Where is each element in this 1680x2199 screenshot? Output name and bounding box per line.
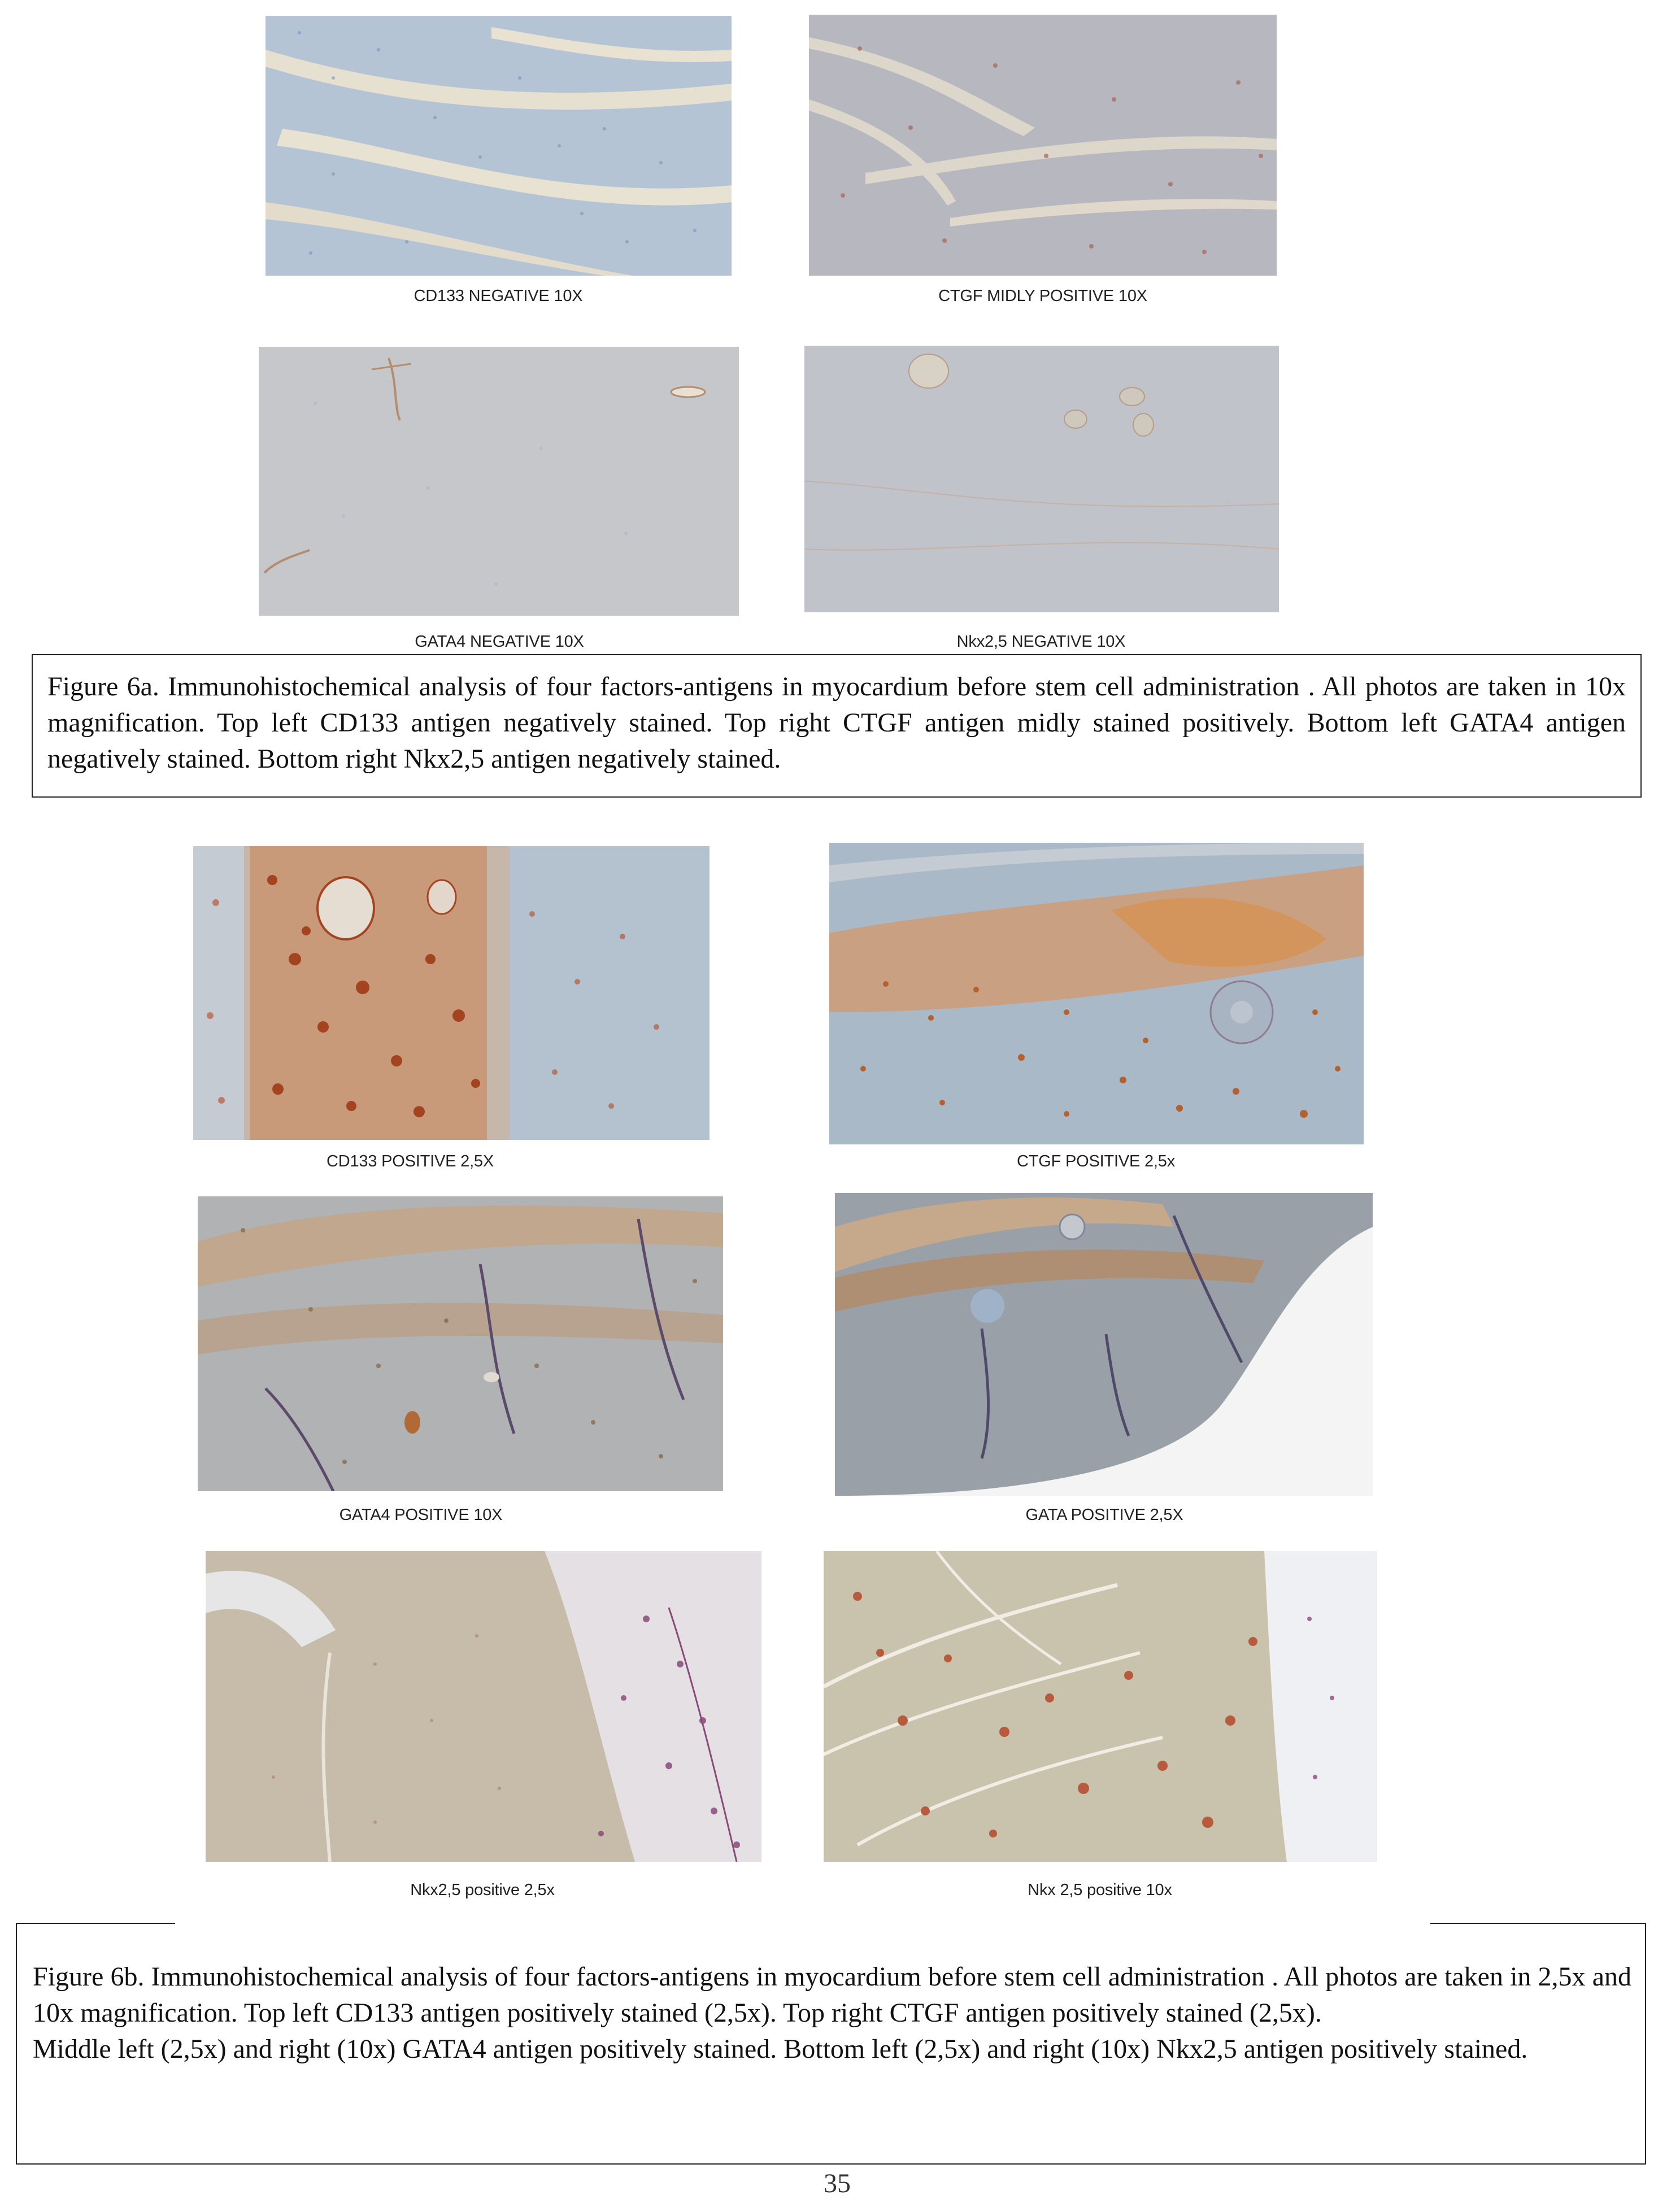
micrograph-image: [835, 1193, 1373, 1496]
caption-border-left: [17, 1923, 175, 1924]
panel-label: Nkx 2,5 positive 10x: [1028, 1881, 1172, 1899]
micrograph-image: [829, 843, 1364, 1144]
micrograph-nkx25-positive-2-5x: [206, 1551, 761, 1862]
micrograph-nkx25-positive-10x: [824, 1551, 1377, 1862]
micrograph-image: [193, 846, 710, 1140]
micrograph-ctgf-mildly-positive: [809, 15, 1277, 276]
panel-label: GATA POSITIVE 2,5X: [1025, 1506, 1183, 1524]
micrograph-image: [206, 1551, 761, 1862]
figure-6b-caption: [16, 1923, 1646, 2165]
micrograph-cd133-negative: [266, 16, 732, 276]
micrograph-image: [824, 1551, 1377, 1862]
caption-border-right: [1430, 1923, 1645, 1924]
micrograph-image: [259, 347, 739, 616]
panel-label: CD133 POSITIVE 2,5X: [327, 1152, 494, 1170]
micrograph-image: [266, 16, 732, 276]
micrograph-gata4-positive: [198, 1196, 723, 1491]
micrograph-cd133-positive: [193, 846, 710, 1140]
panel-label: CTGF MIDLY POSITIVE 10X: [938, 287, 1147, 305]
caption-text: Figure 6a. Immunohistochemical analysis of four factors-antigens in myocardium before stem cell administration . All photos are taken in 10x magnification. Top left CD133 antigen negatively stained. Top right CTGF antigen midly stained positively. Bottom left GATA4 antigen negatively stained. Bottom right Nkx2,5 antigen negatively stained.: [47, 672, 1626, 774]
panel-label: GATA4 POSITIVE 10X: [339, 1506, 503, 1524]
panel-label: Nkx2,5 positive 2,5x: [410, 1881, 555, 1899]
figure-6a-caption: [32, 654, 1642, 798]
panel-label: Nkx2,5 NEGATIVE 10X: [956, 633, 1126, 651]
micrograph-gata4-negative: [259, 347, 739, 616]
panel-label: GATA4 NEGATIVE 10X: [415, 633, 584, 651]
panel-label: CD133 NEGATIVE 10X: [414, 287, 583, 305]
micrograph-ctgf-positive: [829, 843, 1364, 1144]
micrograph-image: [804, 346, 1279, 612]
page-number: 35: [824, 2168, 851, 2198]
panel-label: CTGF POSITIVE 2,5x: [1016, 1152, 1176, 1170]
caption-text: Middle left (2,5x) and right (10x) GATA4 antigen positively stained. Bottom left (2,5x) and right (10x) Nkx2,5 antigen positively stained.: [33, 2034, 1528, 2064]
micrograph-image: [198, 1196, 723, 1491]
micrograph-nkx25-negative: [804, 346, 1279, 612]
caption-text: Figure 6b. Immunohistochemical analysis of four factors-antigens in myocardium before stem cell administration . All photos are taken in 2,5x and 10x magnification. Top left CD133 antigen positively stained (2,5x). Top right CTGF antigen positively stained (2,5x).: [33, 1962, 1631, 2028]
micrograph-image: [809, 15, 1277, 276]
micrograph-gata-positive: [835, 1193, 1373, 1496]
